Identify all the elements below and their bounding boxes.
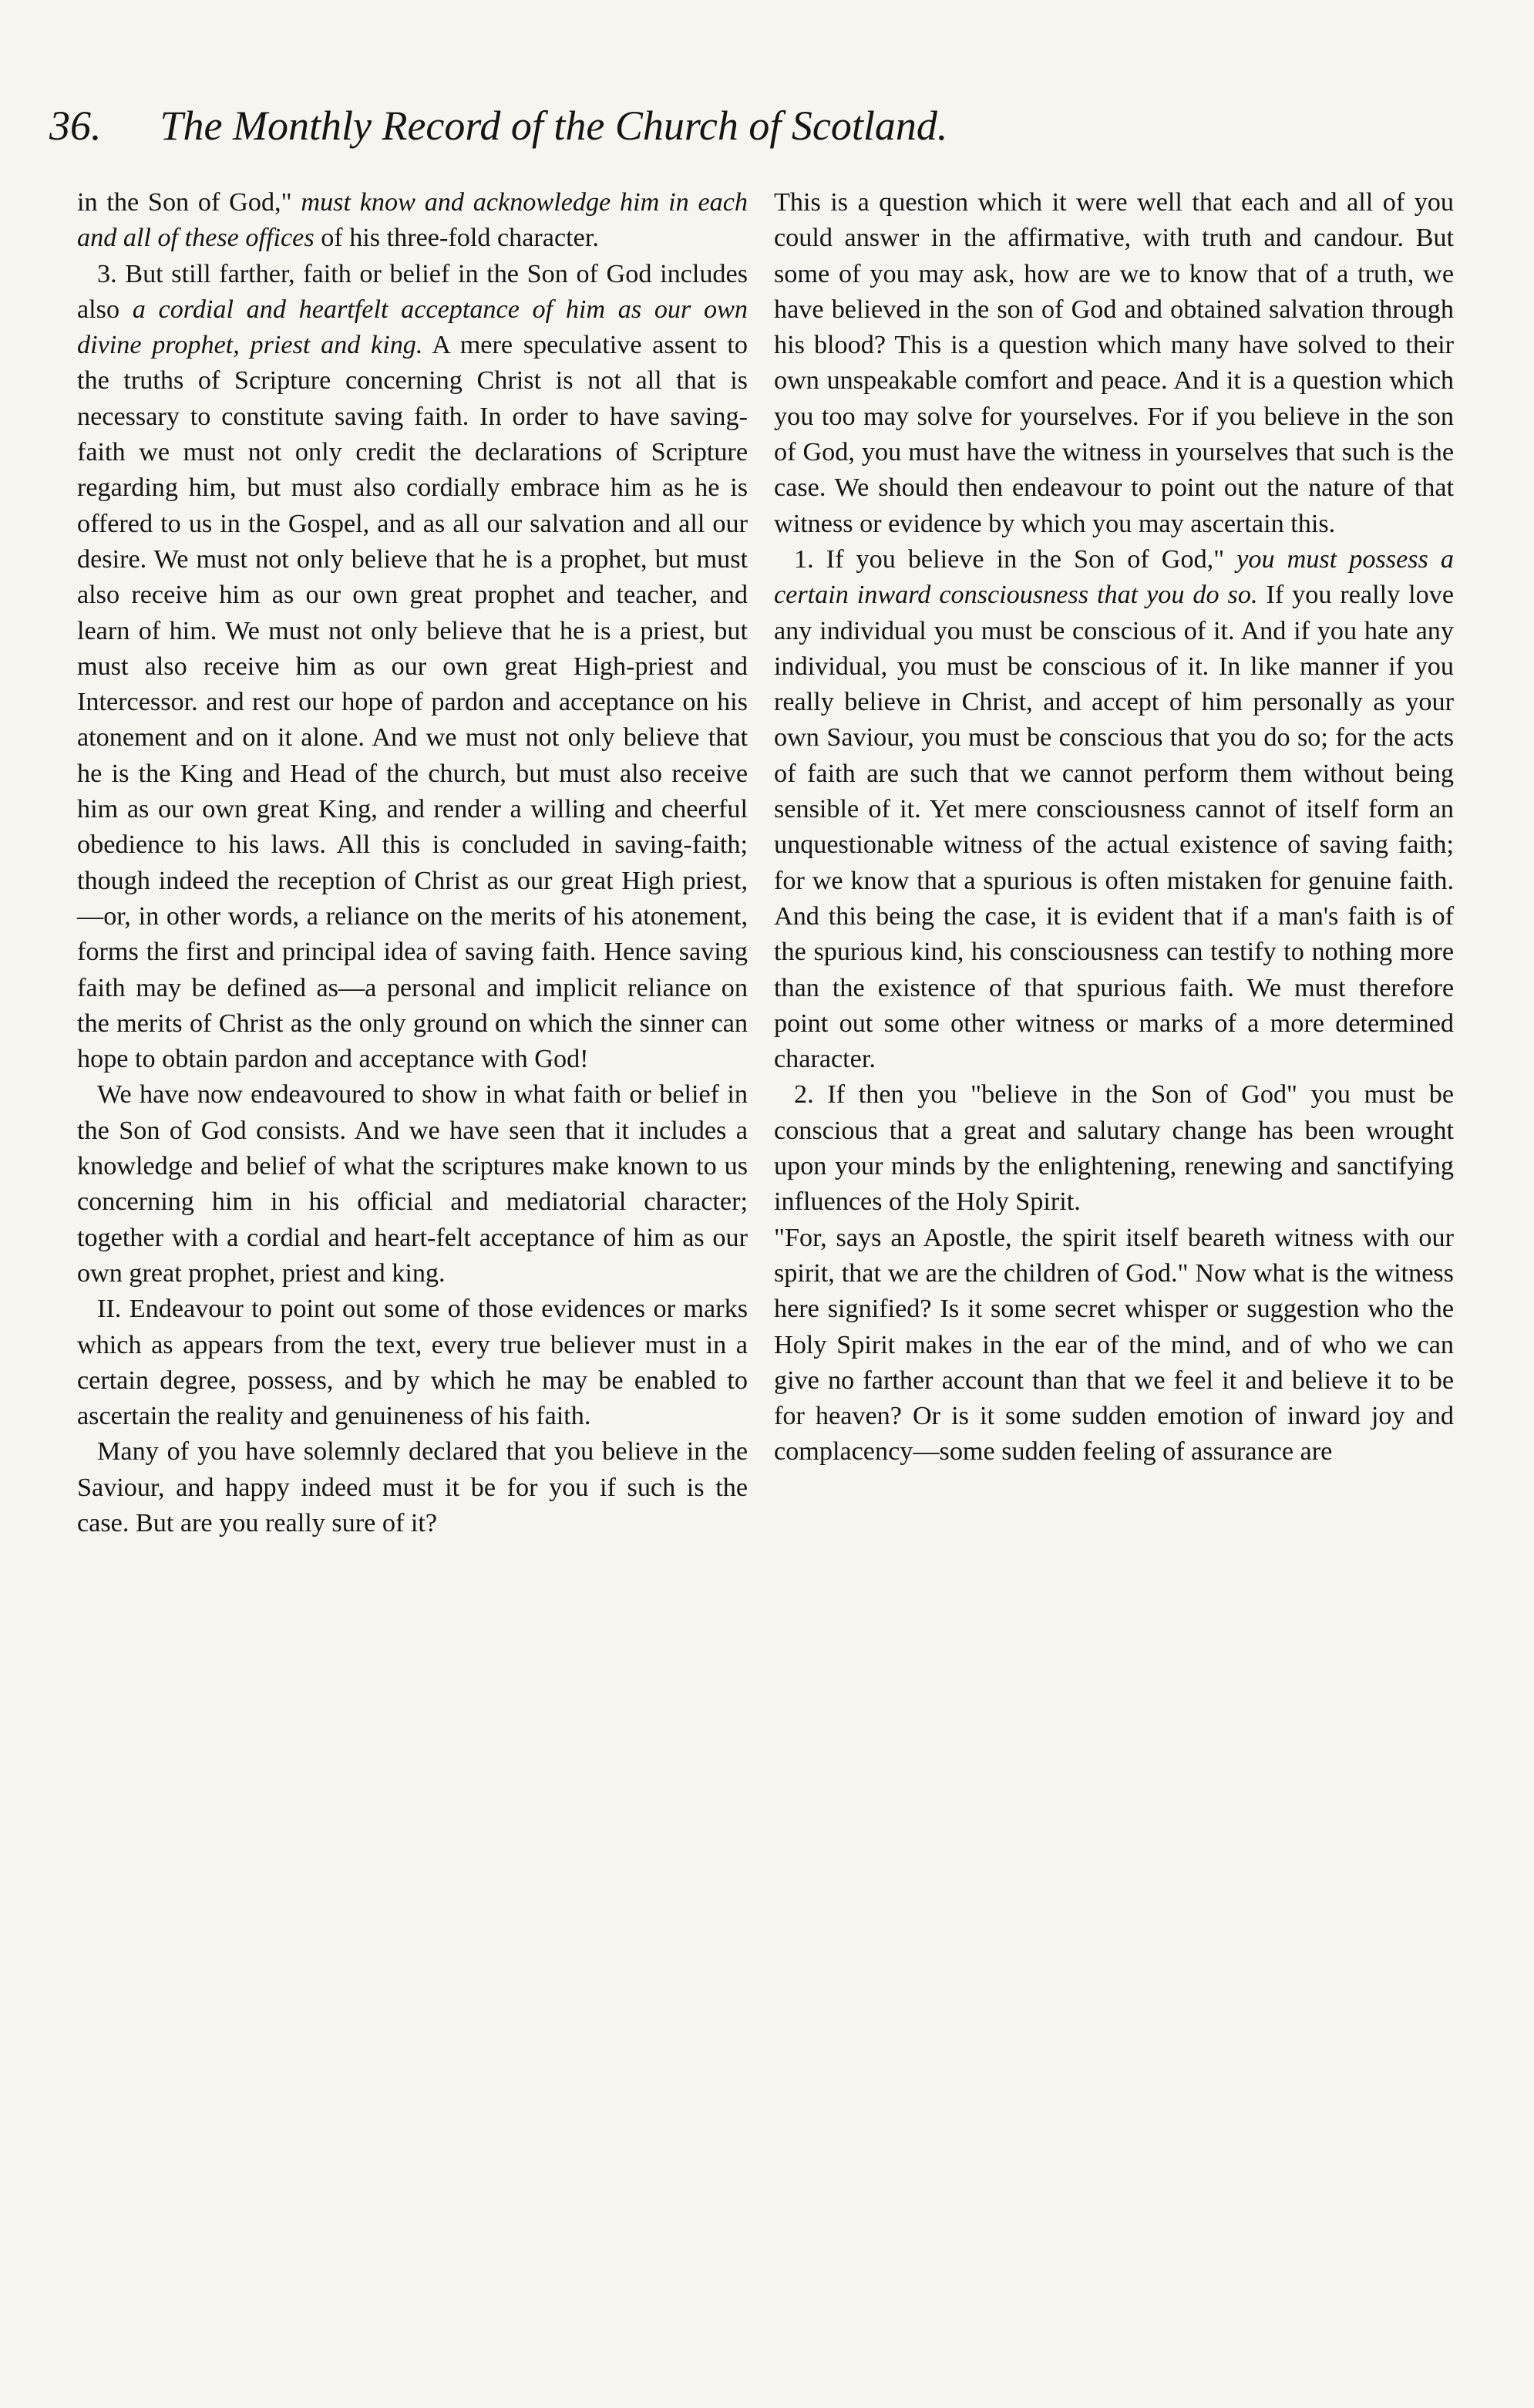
paragraph: in the Son of God," must know and acknowledge him in each and all of these offices of his three-fold character. — [77, 188, 748, 253]
paragraph: 3. But still farther, faith or belief in the Son of God includes also a cordial and heartfelt acceptance of him as our own divine prophet, priest and king. A mere speculative assent to the truths of Scripture concerning Christ is not all that is necessary to constitute saving faith. In order to have saving-faith we must not only credit the declarations of Scripture regarding him, but must also cordially embrace him as he is offered to us in the Gospel, and as all our salvation and all our desire. We must not only believe that he is a prophet, but must also receive him as our own great prophet and teacher, and learn of him. We must not only believe that he is a priest, but must also receive him as our own great High-priest and Intercessor. and rest our hope of pardon and acceptance on his atonement and on it alone. And we must not only believe that he is the King and Head of the church, but must also receive him as our own great King, and render a willing and cheerful obedience to his laws. All this is concluded in saving-faith; though indeed the reception of Christ as our great High priest,—or, in other words, a reliance on the merits of his atonement, forms the first and principal idea of saving faith. Hence saving faith may be defined as—a personal and implicit reliance on the merits of Christ as the only ground on which the sinner can hope to obtain pardon and acceptance with God! — [77, 259, 748, 1074]
paragraph: 1. If you believe in the Son of God," you must possess a certain inward consciousness that you do so. If you really love any individual you must be conscious of it. And if you hate any individual, you must be conscious of it. In like manner if you really believe in Christ, and accept of him personally as your own Saviour, you must be conscious that you do so; for the acts of faith are such that we cannot perform them without being sensible of it. Yet mere consciousness cannot of itself form an unquestionable witness of the actual existence of saving faith; for we know that a spurious is often mistaken for genuine faith. And this being the case, it is evident that if a man's faith is of the spurious kind, his consciousness can testify to nothing more than the existence of that spurious faith. We must therefore point out some other witness or marks of a more determined character. — [774, 544, 1455, 1074]
paragraph: "For, says an Apostle, the spirit itself beareth witness with our spirit, that we are the children of God." Now what is the witness here signified? Is it some secret whisper or suggestion who the Holy Spirit makes in the ear of the mind, and of who we can give no farther account than that we feel it and believe it to be for heaven? Or is it some sudden emotion of inward joy and complacency—some sudden feeling of assurance are — [774, 1223, 1454, 1467]
running-header — [49, 99, 1252, 153]
journal-title: The Monthly Record of the Church of Scotland. — [160, 103, 948, 149]
paragraph: We have now endeavoured to show in what faith or belief in the Son of God consists. And we have seen that it includes a knowledge and belief of what the scriptures make known to us concerning him in his official and mediatorial character; together with a cordial and heart-felt acceptance of him as our own great prophet, priest and king. — [77, 1080, 748, 1288]
paragraph: This is a question which it were well that each and all of you could answer in the affirmative, with truth and candour. But some of you may ask, how are we to know that of a truth, we have believed in the son of God and obtained salvation through his blood? This is a question which many have solved to their own unspeakable comfort and peace. And it is a question which you too may solve for yourselves. For if you believe in the son of God, you must have the witness in yourselves that such is the case. We should then endeavour to point out the nature of that witness or evidence by which you may ascertain this. — [774, 188, 1454, 538]
left-column — [77, 185, 748, 1541]
right-column — [774, 185, 1454, 1470]
page-number: 36. — [49, 103, 102, 149]
paragraph: 2. If then you "believe in the Son of God" you must be conscious that a great and salutary change has been wrought upon your minds by the enlightening, renewing and sanctifying influences of the Holy Spirit. — [774, 1080, 1454, 1217]
paragraph: Many of you have solemnly declared that you believe in the Saviour, and happy indeed must it be for you if such is the case. But are you really sure of it? — [77, 1437, 748, 1537]
paragraph: II. Endeavour to point out some of those evidences or marks which as appears from the text, every true believer must in a certain degree, possess, and by which he may be enabled to ascertain the reality and genuineness of his faith. — [77, 1295, 748, 1431]
